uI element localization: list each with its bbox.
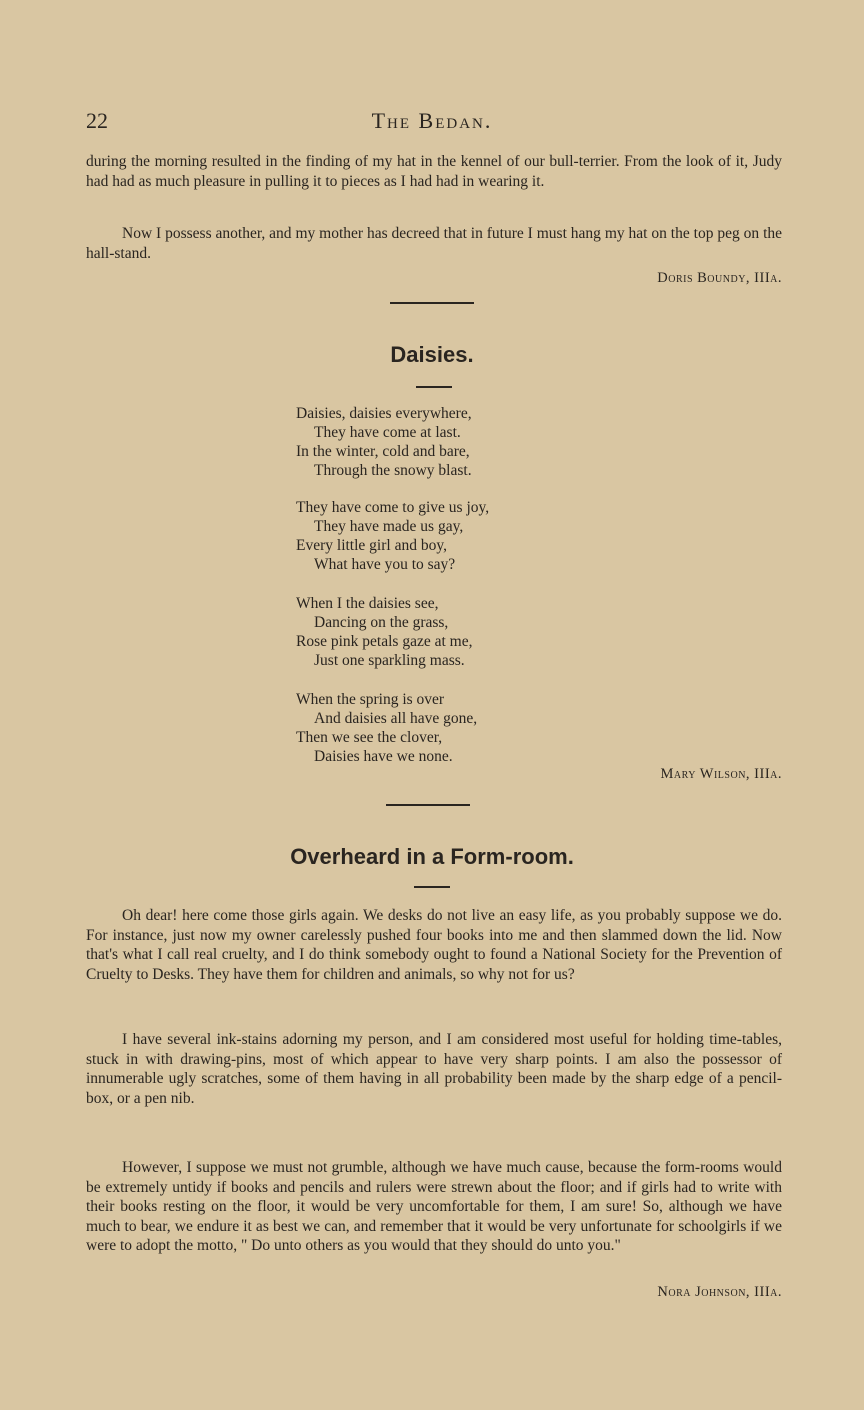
poem-line: When the spring is over bbox=[296, 691, 445, 708]
overheard-title: Overheard in a Form-room. bbox=[290, 844, 574, 869]
poem-line: In the winter, cold and bare, bbox=[296, 443, 470, 460]
hat-story-paragraph-2: Now I possess another, and my mother has decreed that in future I must hang my hat on the top peg on the hall-stand. bbox=[86, 225, 782, 262]
poem-line: They have made us gay, bbox=[314, 518, 464, 535]
section-divider bbox=[390, 302, 474, 304]
daisies-stanza-1 bbox=[296, 404, 472, 480]
poem-line: Daisies have we none. bbox=[314, 748, 453, 765]
poem-line: They have come at last. bbox=[314, 424, 461, 441]
poem-line: Dancing on the grass, bbox=[314, 614, 449, 631]
poem-line: Through the snowy blast. bbox=[314, 462, 472, 479]
title-underline bbox=[416, 386, 452, 388]
poem-line: Daisies, daisies everywhere, bbox=[296, 405, 472, 422]
overheard-paragraph-3: However, I suppose we must not grumble, although we have much cause, because the form-rooms would be extremely untidy if books and pencils and rulers were strewn about the floor; and if girls had to write with their books resting on the floor, it would be very uncomfortable for them, I am sure! So, although we have much to bear, we endure it as best we can, and remember that it would be very unfortunate for schoolgirls if we were to adopt the motto, " Do unto others as you would that they should do unto you." bbox=[86, 1159, 782, 1254]
poem-line: They have come to give us joy, bbox=[296, 499, 490, 516]
poem-line: When I the daisies see, bbox=[296, 595, 439, 612]
daisies-title: Daisies. bbox=[390, 342, 474, 367]
page-header-title: The Bedan. bbox=[371, 108, 493, 133]
daisies-stanza-2 bbox=[296, 498, 489, 574]
poem-line: What have you to say? bbox=[314, 556, 456, 573]
poem-line: Just one sparkling mass. bbox=[314, 652, 465, 669]
section-divider bbox=[386, 804, 470, 806]
poem-line: Then we see the clover, bbox=[296, 729, 443, 746]
overheard-paragraph-1: Oh dear! here come those girls again. We desks do not live an easy life, as you probably suppose we do. For instance, just now my owner carelessly pushed four books into me and then slammed down the lid. Now that's what I call real cruelty, and I do think somebody ought to found a National Society for the Prevention of Cruelty to Desks. They have them for children and animals, so why not for us? bbox=[86, 907, 782, 983]
overheard-paragraph-2: I have several ink-stains adorning my person, and I am considered most useful for holding time-tables, stuck in with drawing-pins, most of which appear to have very sharp points. I am also the possessor of innumerable ugly scratches, some of them having in all probability been made by the sharp edge of a pencil-box, or a pen nib. bbox=[86, 1031, 782, 1107]
overheard-signature: Nora Johnson, IIIa. bbox=[657, 1284, 782, 1300]
hat-story-signature: Doris Boundy, IIIa. bbox=[657, 270, 782, 286]
hat-story-paragraph-1: during the morning resulted in the finding of my hat in the kennel of our bull-terrier. From the look of it, Judy had had as much pleasure in pulling it to pieces as I had had in wearing it. bbox=[86, 153, 782, 190]
poem-line: Every little girl and boy, bbox=[296, 537, 447, 554]
daisies-stanza-4 bbox=[296, 690, 477, 766]
page-number: 22 bbox=[86, 108, 108, 133]
daisies-stanza-3 bbox=[296, 594, 472, 670]
daisies-signature: Mary Wilson, IIIa. bbox=[660, 766, 782, 782]
title-underline bbox=[414, 886, 450, 888]
poem-line: Rose pink petals gaze at me, bbox=[296, 633, 473, 650]
poem-line: And daisies all have gone, bbox=[314, 710, 478, 727]
